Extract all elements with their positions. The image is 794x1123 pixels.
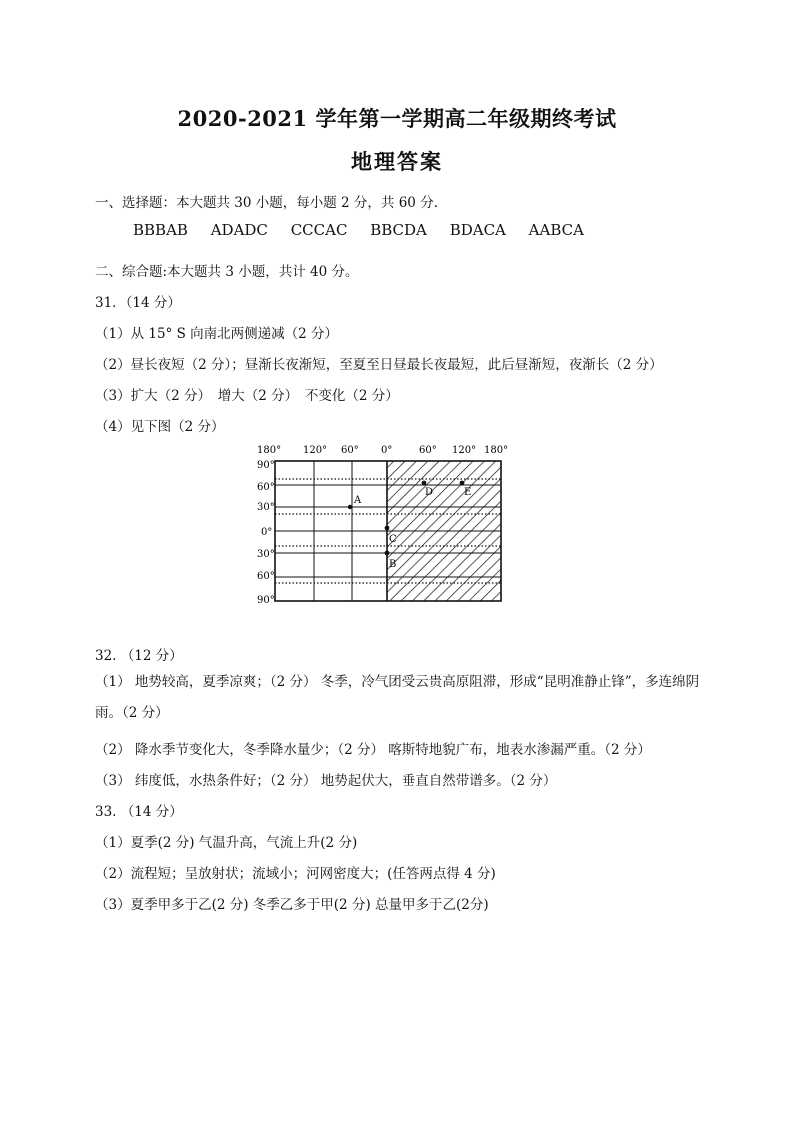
point-label: C — [389, 534, 397, 545]
q32-label: 32. （12 分） — [95, 648, 183, 664]
answer-group: BBCDA — [370, 221, 427, 239]
q33-part1: （1）夏季(2 分) 气温升高，气流上升(2 分) — [95, 835, 358, 851]
q32-part1: （1） 地势较高，夏季凉爽；（2 分） 冬季，冷气团受云贵高原阻滞，形成“昆明准静止锋”，多连绵阴雨。（2 分） — [95, 674, 700, 721]
q31-label: 31．（14 分） — [95, 295, 181, 311]
lat-label: 60° — [257, 482, 275, 493]
section2-heading: 二、综合题:本大题共 3 小题，共计 40 分。 — [95, 264, 359, 280]
lon-label: 120° — [452, 445, 477, 456]
point-e — [460, 481, 465, 486]
latitude-longitude-grid-diagram — [255, 441, 515, 606]
lon-label: 0° — [381, 445, 393, 456]
q32-part2: （2） 降水季节变化大，冬季降水量少；（2 分） 喀斯特地貌广布，地表水渗漏严重。（2 分） — [95, 742, 651, 758]
answer-group: BBBAB — [133, 221, 188, 239]
q32-part3: （3） 纬度低，水热条件好；（2 分） 地势起伏大，垂直自然带谱多。（2 分） — [95, 773, 557, 789]
choice-answers — [133, 221, 602, 239]
lat-label: 60° — [257, 571, 275, 582]
point-label: A — [354, 495, 362, 506]
lat-label: 30° — [257, 549, 275, 560]
answer-group: BDACA — [449, 221, 506, 239]
lat-label: 90° — [257, 595, 275, 606]
lon-label: 120° — [303, 445, 328, 456]
answer-group: ADADC — [210, 221, 268, 239]
exam-title: 2020-2021 学年第一学期高二年级期终考试 — [177, 106, 617, 131]
q33-part3: （3）夏季甲多于乙(2 分) 冬季乙多于甲(2 分) 总量甲多于乙(2分) — [95, 897, 489, 913]
point-label: D — [425, 487, 434, 498]
section1-heading: 一、选择题：本大题共 30 小题，每小题 2 分，共 60 分. — [95, 195, 438, 211]
point-b — [385, 551, 390, 556]
lat-label: 0° — [261, 527, 273, 538]
lat-label: 30° — [257, 502, 275, 513]
lon-label: 180° — [484, 445, 509, 456]
exam-subtitle: 地理答案 — [351, 149, 443, 174]
lon-label: 60° — [419, 445, 437, 456]
q33-label: 33. （14 分） — [95, 804, 183, 820]
q31-part4: （4）见下图（2 分） — [95, 419, 225, 435]
answer-group: CCCAC — [290, 221, 348, 239]
point-label: E — [464, 487, 472, 498]
lat-label: 90° — [257, 460, 275, 471]
q31-part1: （1）从 15° S 向南北两侧递减（2 分） — [95, 326, 339, 342]
lon-label: 60° — [341, 445, 359, 456]
point-c — [385, 526, 390, 531]
point-label: B — [389, 559, 397, 570]
q31-part2: （2）昼长夜短（2 分）；昼渐长夜渐短，至夏至日昼最长夜最短，此后昼渐短，夜渐长（2 分） — [95, 357, 663, 373]
point-d — [422, 481, 427, 486]
lon-label: 180° — [257, 445, 282, 456]
answer-group: AABCA — [528, 221, 584, 239]
point-a — [348, 505, 352, 509]
q33-part2: （2）流程短；呈放射状；流域小；河网密度大；(任答两点得 4 分) — [95, 866, 496, 882]
q31-part3: （3）扩大（2 分） 增大（2 分） 不变化（2 分） — [95, 388, 399, 404]
